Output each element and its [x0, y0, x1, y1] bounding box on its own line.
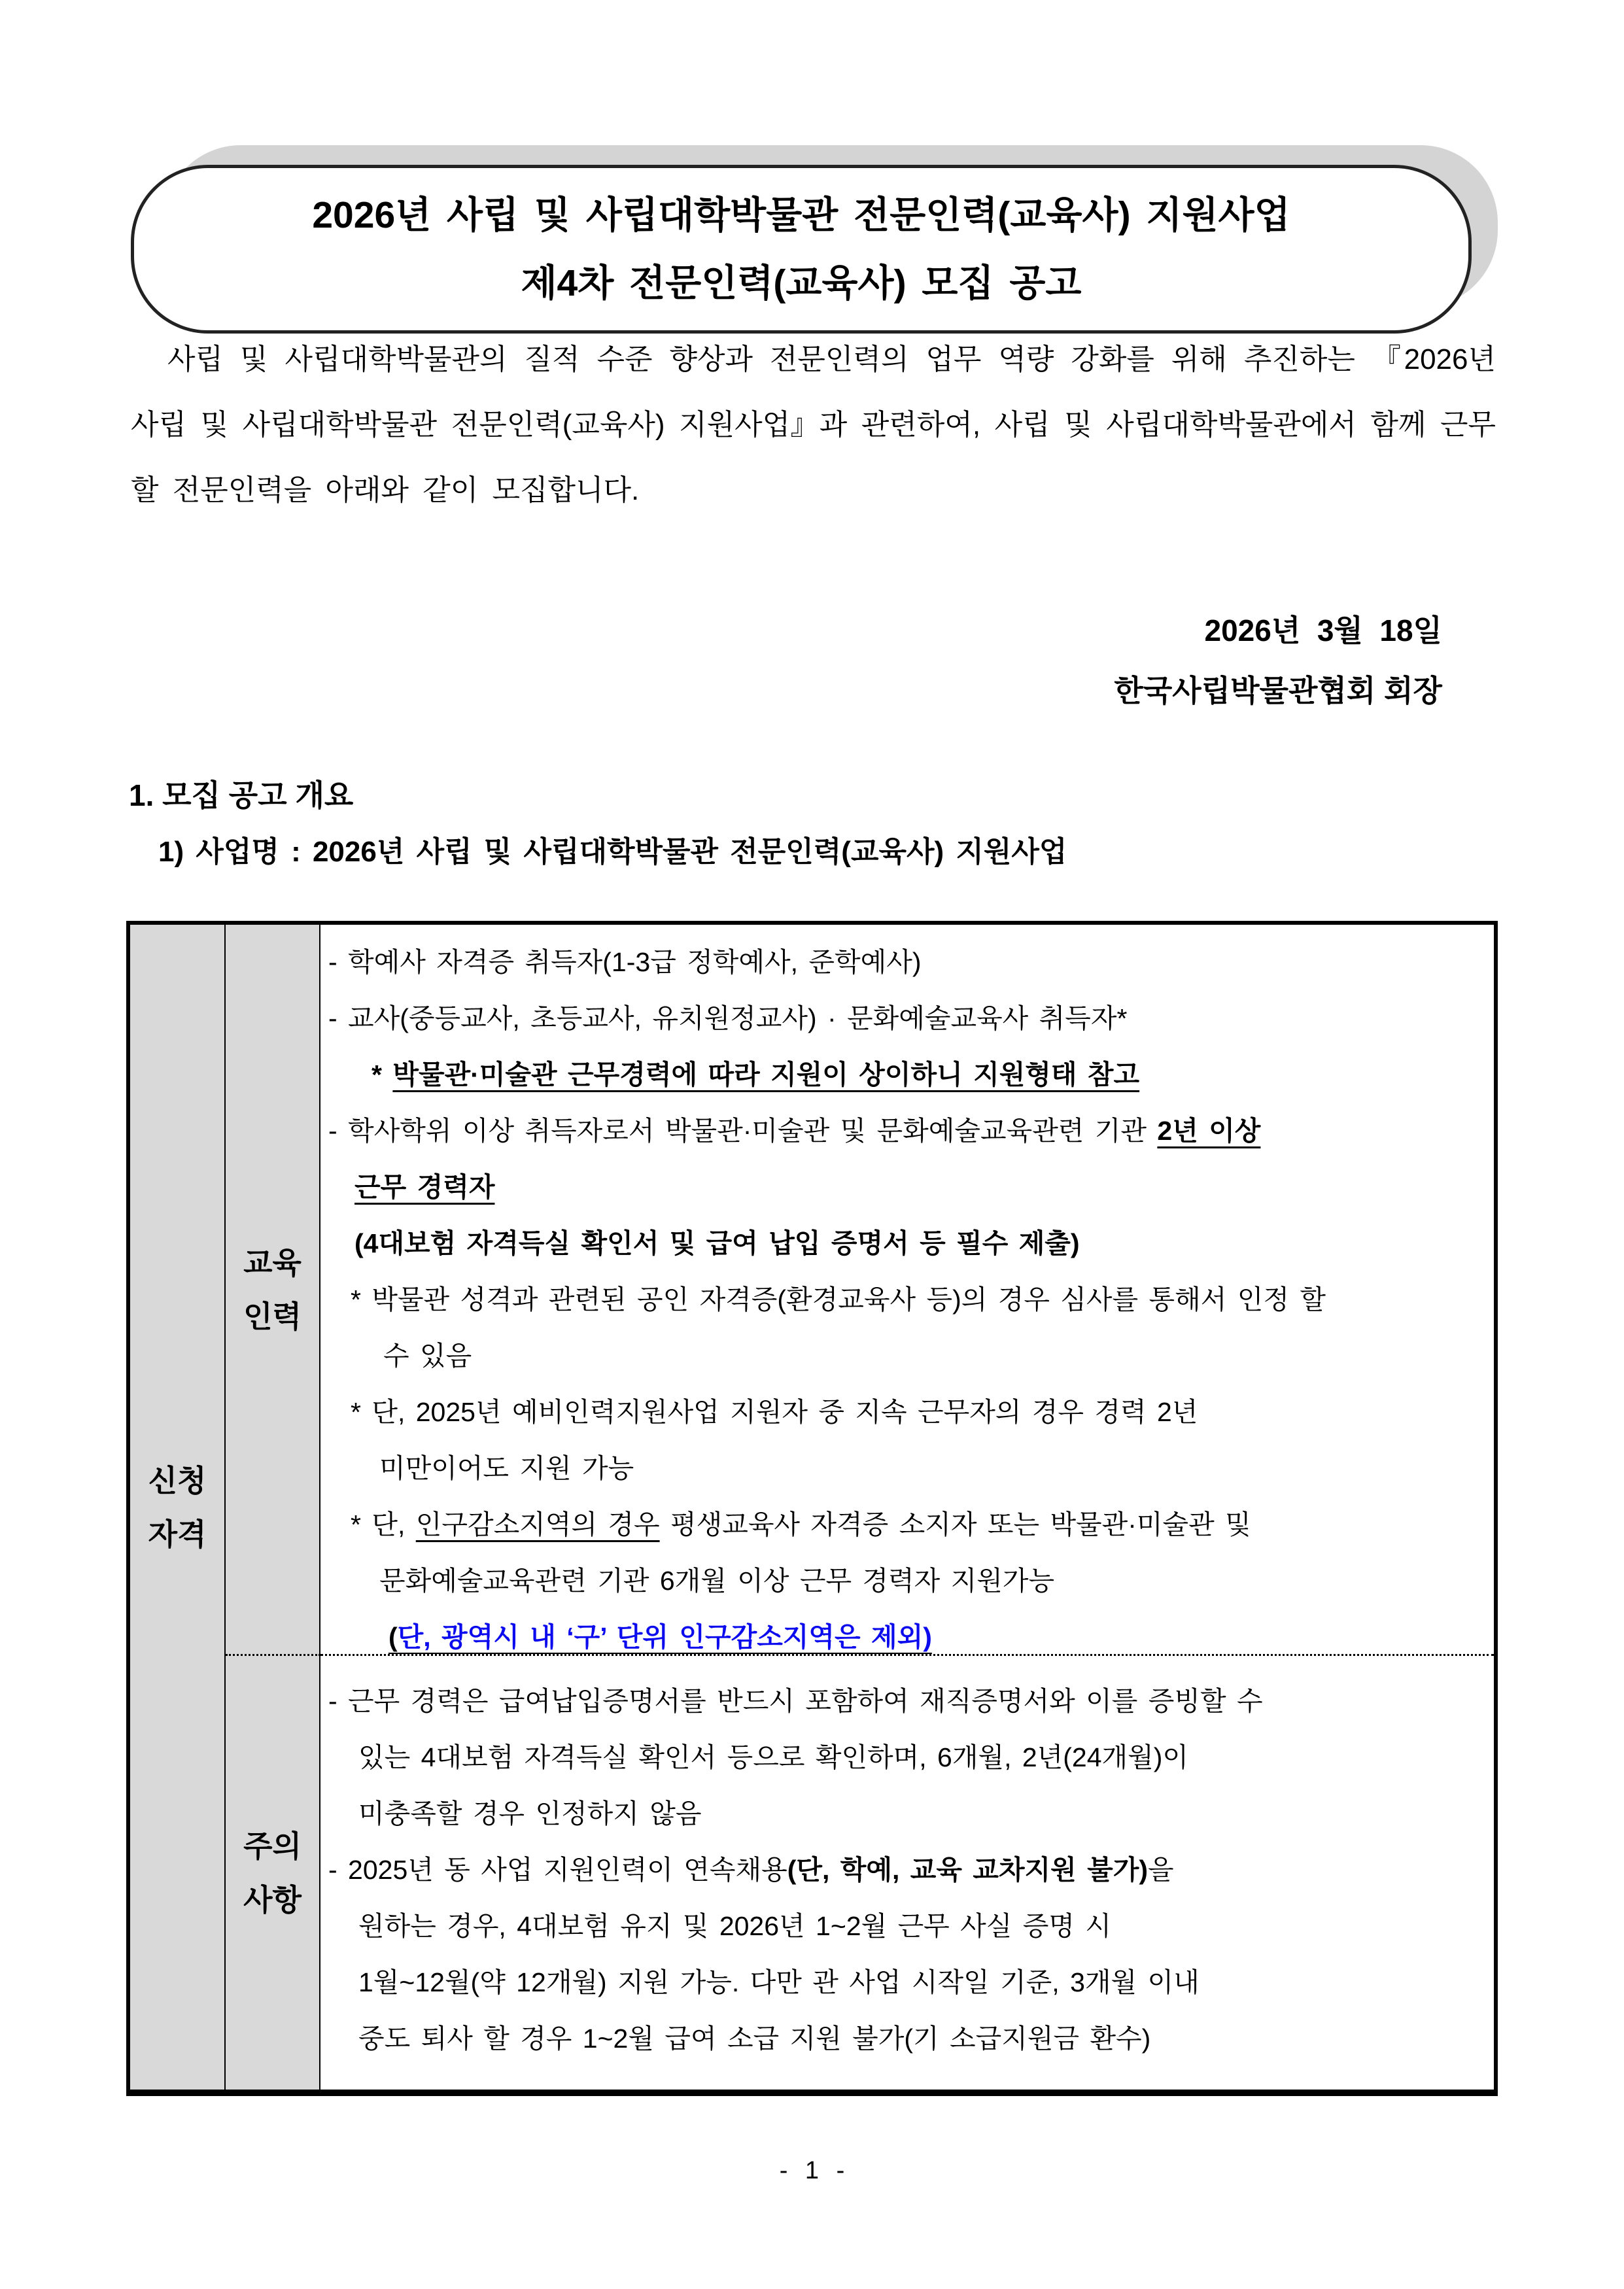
- intro-paragraph: 사립 및 사립대학박물관의 질적 수준 향상과 전문인력의 업무 역량 강화를 위해 추진하는 『2026년 사립 및 사립대학박물관 전문인력(교육사) 지원사업』과 관련하여, 사립 및 사립대학박물관에서 함께 근무할 전문인력을 아래와 같이 모집합니다.: [131, 343, 1496, 506]
- education-requirements-cell: - 학예사 자격증 취득자(1-3급 정학예사, 준학예사) - 교사(중등교사, 초등교사, 유치원정교사) · 문화예술교육사 취득자* * 박물관·미술관 근무경력에 따라 지원이 상이하니 지원형태 참고 - 학사학위 이상 취득자로서 박물관·미술관 및 문화예술교육관련 기관 2년 이상 근무 경력자 (4대보험 자격득실 확인서 및 급여 납입 증명서 등 필수 제출) * 박물관 성격과 관련된 공인 자격증(환경교육사 등)의 경우 심사를 통해서 인정 할 수 있음 * 단, 2025년 예비인력지원사업 지원자 중 지속 근무자의 경우 경력 2년 미만이어도 지원 가능 * 단, 인구감소지역의 경우 평생교육사 자격증 소지자 또는 박물관·미술관 및 문화예술교육관련 기관 6개월 이상 근무 경력자 지원가능 (단, 광역시 내 ‘구’ 단위 인구감소지역은 제외): [320, 925, 1494, 1656]
- eligibility-table: [126, 921, 1498, 2096]
- date-line: 2026년 3월 18일: [1204, 613, 1442, 647]
- sub-header-caution-line1: 주의: [243, 1829, 302, 1863]
- sub-header-education-line2: 인력: [243, 1299, 302, 1334]
- title-line2: 제4차 전문인력(교육사) 모집 공고: [521, 262, 1082, 304]
- sub-header-caution-line2: 사항: [243, 1882, 302, 1917]
- row-header-line1: 신청: [148, 1463, 207, 1498]
- date-block: [1114, 600, 1442, 721]
- sub-header-caution: [226, 1656, 320, 2090]
- section-subitem: 1) 사업명 : 2026년 사립 및 사립대학박물관 전문인력(교육사) 지원사업: [158, 836, 1067, 868]
- caution-notes-cell: - 근무 경력은 급여납입증명서를 반드시 포함하여 재직증명서와 이를 증빙할 수 있는 4대보험 자격득실 확인서 등으로 확인하며, 6개월, 2년(24개월)이 미충족할 경우 인정하지 않음 - 2025년 동 사업 지원인력이 연속채용(단, 학예, 교육 교차지원 불가)을 원하는 경우, 4대보험 유지 및 2026년 1~2월 근무 사실 증명 시 1월~12월(약 12개월) 지원 가능. 다만 관 사업 시작일 기준, 3개월 이내 중도 퇴사 할 경우 1~2월 급여 소급 지원 불가(기 소급지원금 환수): [328, 1686, 1263, 2054]
- row-header-application-qualification: [130, 925, 226, 2090]
- title-banner: [131, 165, 1465, 327]
- sub-header-education-personnel: [226, 925, 320, 1656]
- signature-line: 한국사립박물관협회 회장: [1114, 674, 1442, 708]
- sub-header-education-line1: 교육: [243, 1245, 302, 1280]
- page-number: - 1 -: [779, 2157, 845, 2184]
- title-line1: 2026년 사립 및 사립대학박물관 전문인력(교육사) 지원사업: [312, 194, 1290, 236]
- row-header-line2: 자격: [148, 1517, 207, 1551]
- section-heading: 1. 모집 공고 개요: [129, 778, 354, 812]
- title-banner-box: [131, 165, 1472, 334]
